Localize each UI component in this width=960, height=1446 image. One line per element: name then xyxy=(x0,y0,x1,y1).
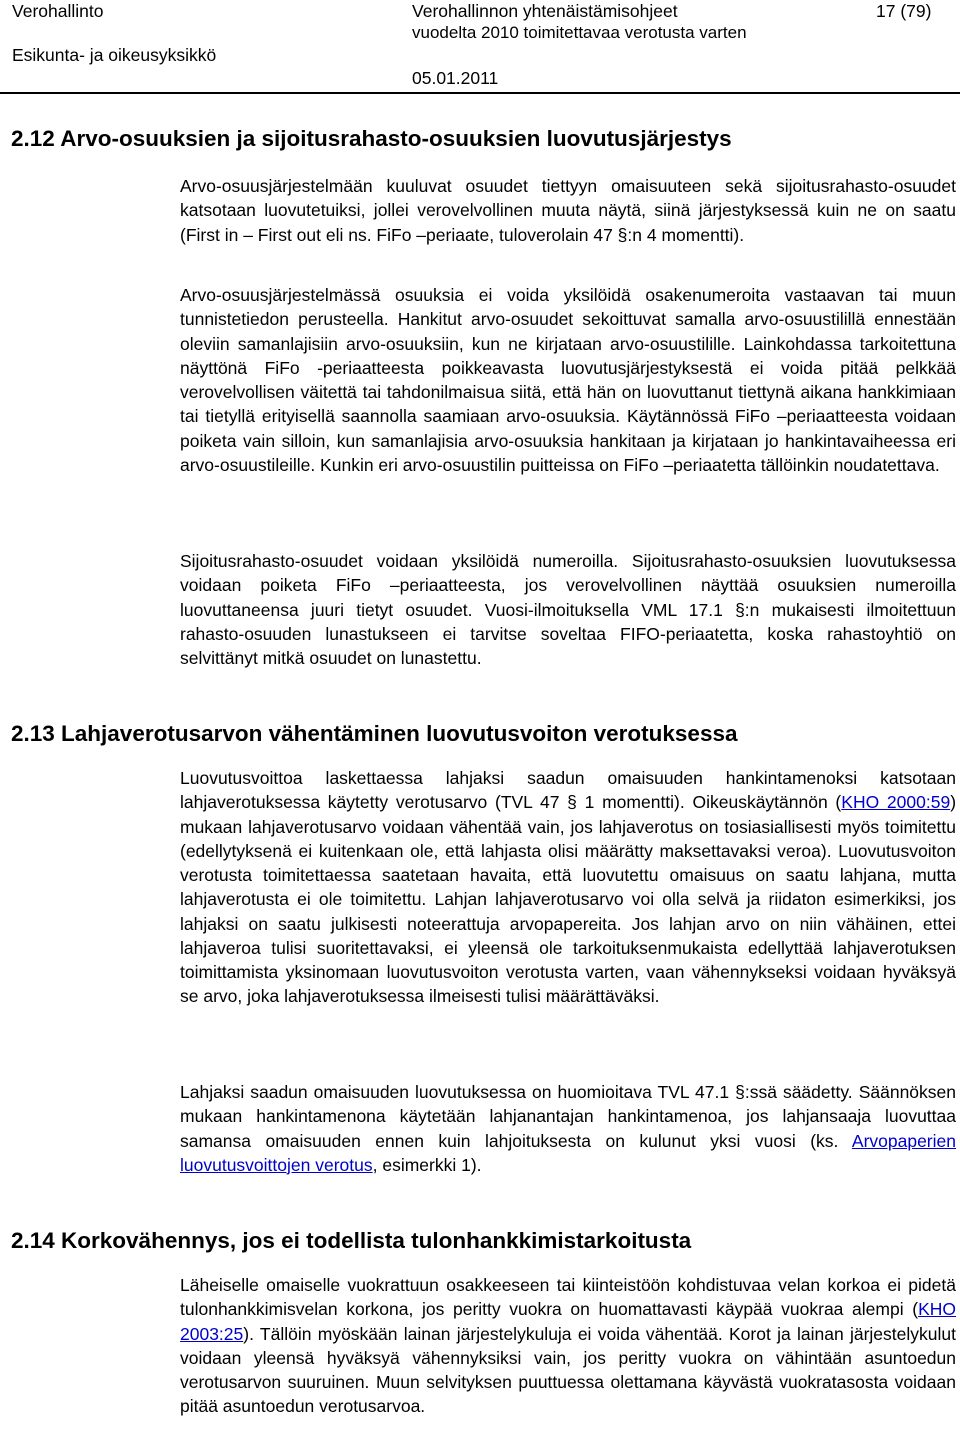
header-doc-title: Verohallinnon yhtenäistämisohjeet xyxy=(412,1,678,21)
header-doc-subtitle: vuodelta 2010 toimitettavaa verotusta varten xyxy=(412,23,747,42)
paragraph-text: Läheiselle omaiselle vuokrattuun osakkeeseen tai kiinteistöön kohdistuvaa velan korkoa ei pidetä tulonhankkimisvelan korkona, jos peritty vuokra on huomattavasti käypää vuokraa alempi ( xyxy=(180,1275,956,1320)
page-number: 17 (79) xyxy=(876,1,932,21)
header-unit: Esikunta- ja oikeusyksikkö xyxy=(12,45,217,65)
section-2-14-heading: 2.14 Korkovähennys, jos ei todellista tulonhankkimistarkoitusta xyxy=(11,1228,692,1253)
paragraph-text: ). Tällöin myöskään lainan järjestelykuluja ei voida vähentää. Korot ja lainan järjestelykulut voidaan yleensä hyväksyä vähennyksiksi vain, jos peritty vuokra on vähintään asuntoedun verotusarvon suuruinen. Muun selvityksen puuttuessa olettamana käyvästä vuokratasosta voidaan pitää asuntoedun verotusarvoa. xyxy=(180,1323,956,1417)
paragraph-text: ) mukaan lahjaverotusarvo voidaan vähentää vain, jos lahjaverotus on tosiasiallisesti myös toimitettu (edellytyksenä ei kuitenkaan ole, että lahjasta olisi määrätty maksettavaksi veroa). Luovutusvoiton verotusta toimitettaessa saatetaan havaita, että luovutettu omaisuus on saatu lahjana, mutta lahjaverotusta ei ole toimitettu. Lahjan lahjaverotusarvo voi olla selvä ja riidaton esimerkiksi, jos lahjaksi on saatu julkisesti noteerattuja arvopapereita. Jos lahjan arvo on niin vähäinen, ettei lahjaveroa tulisi suoritettavaksi, ei yleensä ole tarkoituksenmukaista edellyttää lahjaverotuksen toimittamista yksinomaan luovutusvoiton verotusta varten, vaan vähennykseksi voidaan hyväksyä se arvo, joka lahjaverotuksessa ilmeisesti tulisi määrättäväksi. xyxy=(180,792,957,1007)
section-2-13-heading: 2.13 Lahjaverotusarvon vähentäminen luovutusvoiton verotuksessa xyxy=(11,721,738,746)
paragraph-text: Lahjaksi saadun omaisuuden luovutuksessa on huomioitava TVL 47.1 §:ssä säädetty. Säännöksen mukaan hankintamenona käytetään lahjanantajan hankintamenoa, jos lahjansaaja luovuttaa samansa omaisuuden ennen kuin lahjoituksesta on kulunut yksi vuosi (ks. xyxy=(180,1082,956,1151)
section-2-12-paragraph-2: Arvo-osuusjärjestelmässä osuuksia ei voida yksilöidä osakenumeroita vastaavan tai muun tunnistetiedon perusteella. Hankitut arvo-osuudet sekoittuvat samalla arvo-osuustilillä ennestään oleviin samanlajisiin arvo-osuuksiin, kun ne kirjataan arvo-osuustilille. Lainkohdassa tarkoitettuna näyttönä FiFo -periaatteesta poikkeavasta luovutusjärjestyksestä ei voida pitää pelkkää verovelvollisen väitettä tai tahdonilmaisua siitä, että hän on luovuttanut tiettynä aikana hankkimiaan tai tietyllä erityisellä saannolla saamiaan arvo-osuuksia. Käytännössä FiFo –periaatteesta voidaan poiketa vain silloin, kun samanlajisia arvo-osuuksia hankitaan ja kirjataan jo hankintavaiheessa eri arvo-osuustileille. Kunkin eri arvo-osuustilin puitteissa on FiFo –periaatetta tällöinkin noudatettava. xyxy=(180,285,956,475)
section-2-12-paragraph-1: Arvo-osuusjärjestelmään kuuluvat osuudet tiettyyn omaisuuteen sekä sijoitusrahasto-osuudet katsotaan luovutetuiksi, jollei verovelvollinen muuta näytä, siinä järjestyksessä kuin ne on saatu (First in – First out eli ns. FiFo –periaate, tuloverolain 47 §:n 4 momentti). xyxy=(180,176,956,245)
link-kho-2003-25[interactable]: KHO 2003:25 xyxy=(180,1299,956,1344)
link-kho-2000-59[interactable]: KHO 2000:59 xyxy=(841,792,951,813)
section-2-13-paragraph-1 xyxy=(180,766,956,1009)
section-2-14-paragraph-1 xyxy=(180,1273,956,1419)
section-2-13-paragraph-2 xyxy=(180,1080,956,1177)
section-2-12-heading: 2.12 Arvo-osuuksien ja sijoitusrahasto-osuuksien luovutusjärjestys xyxy=(11,126,732,151)
paragraph-text: , esimerkki 1). xyxy=(372,1154,482,1175)
link-arvopaperien-luovutusvoittojen-verotus[interactable]: Arvopaperien luovutusvoittojen verotus xyxy=(180,1130,956,1175)
section-2-12-paragraph-3: Sijoitusrahasto-osuudet voidaan yksilöidä numeroilla. Sijoitusrahasto-osuuksien luovutuksessa voidaan poiketa FiFo –periaatteesta, jos verovelvollinen näyttää osuuksien numeroilla luovuttaneensa juuri tietyt osuudet. Vuosi-ilmoituksella VML 17.1 §:n mukaisesti ilmoitettuun rahasto-osuuden lunastukseen ei tarvitse soveltaa FIFO-periaatetta, koska rahastoyhtiö on selvittänyt mitkä osuudet on lunastettu. xyxy=(180,551,956,668)
header-date: 05.01.2011 xyxy=(412,68,499,88)
paragraph-text: Luovutusvoittoa laskettaessa lahjaksi saadun omaisuuden hankintamenoksi katsotaan lahjaverotuksessa käytetty verotusarvo (TVL 47 § 1 momentti). Oikeuskäytännön ( xyxy=(180,768,956,813)
header-org: Verohallinto xyxy=(12,1,104,21)
header-divider xyxy=(0,92,960,94)
